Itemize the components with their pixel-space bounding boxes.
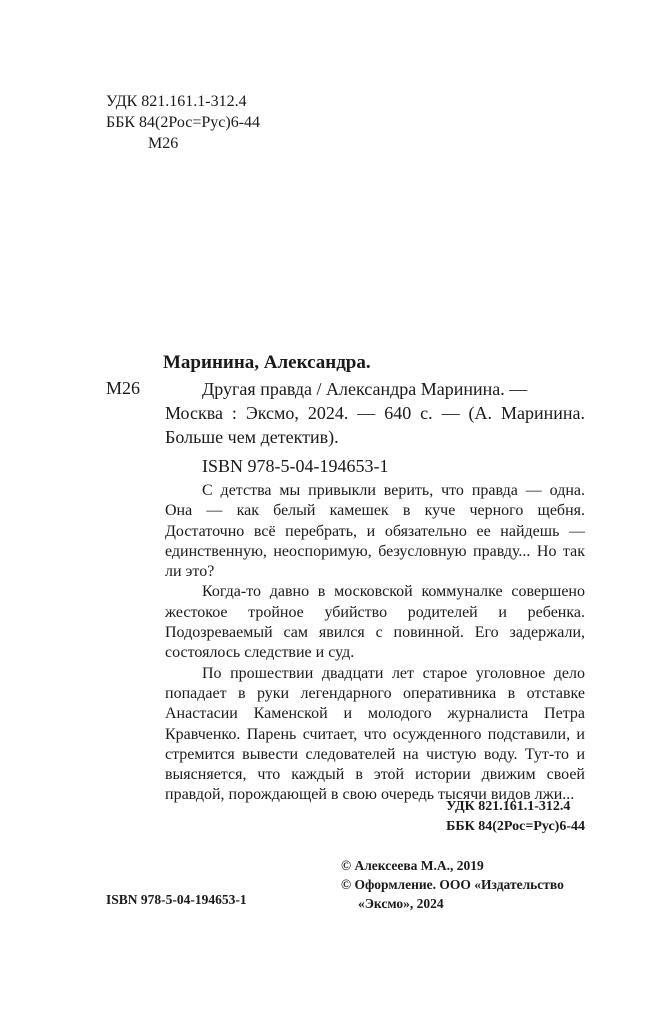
- bbk-code: ББК 84(2Рос=Рус)6-44: [106, 114, 261, 131]
- author-mark-side: М26: [106, 378, 141, 398]
- copyright-block: [341, 856, 564, 913]
- classification-codes-top: [106, 91, 260, 154]
- copyright-publisher: «Эксмо», 2024: [358, 896, 444, 911]
- classification-codes-bottom: [446, 797, 585, 837]
- annotation-paragraph-3: По прошествии двадцати лет старое уголовное дело попадает в руки легендарного оперативника в отставке Анастасии Каменской и молодого журналиста Петра Кравченко. Парень считает, что осужденного подставили, и стремится вывести следователей на чистую воду. Тут-то и выясняется, что каждый в этой истории движим своей правдой, порождающей в свою очередь тысячи видов лжи...: [165, 664, 585, 804]
- author-heading: Маринина, Александра.: [163, 352, 371, 373]
- bbk-code-bottom: ББК 84(2Рос=Рус)6-44: [446, 819, 585, 834]
- biblio-title-line: Другая правда / Александра Маринина. —: [202, 379, 528, 399]
- isbn-footer: ISBN 978-5-04-194653-1: [106, 892, 247, 907]
- annotation-paragraph-1: С детства мы привыкли верить, что правда — одна. Она — как белый камешек в куче черного щебня. Достаточно всё перебрать, и обязательно ее найдешь — единственную, неоспоримую, безусловную правду... Но так ли это?: [165, 482, 585, 581]
- copyright-author: © Алексеева М.А., 2019: [341, 858, 484, 873]
- bibliographic-description: [165, 377, 585, 449]
- isbn-entry: ISBN 978-5-04-194653-1: [202, 456, 389, 476]
- author-mark: М26: [148, 135, 179, 152]
- copyright-design: © Оформление. ООО «Издательство: [341, 877, 564, 892]
- biblio-publication-line: Москва : Эксмо, 2024. — 640 с. — (А. Маринина. Больше чем детектив).: [165, 403, 585, 447]
- udk-code: УДК 821.161.1-312.4: [106, 93, 247, 110]
- annotation: [165, 481, 585, 806]
- udk-code-bottom: УДК 821.161.1-312.4: [446, 799, 571, 814]
- annotation-paragraph-2: Когда-то давно в московской коммуналке совершено жестокое тройное убийство родителей и ребенка. Подозреваемый сам явился с повинной. Его задержали, состоялось следствие и суд.: [165, 583, 585, 662]
